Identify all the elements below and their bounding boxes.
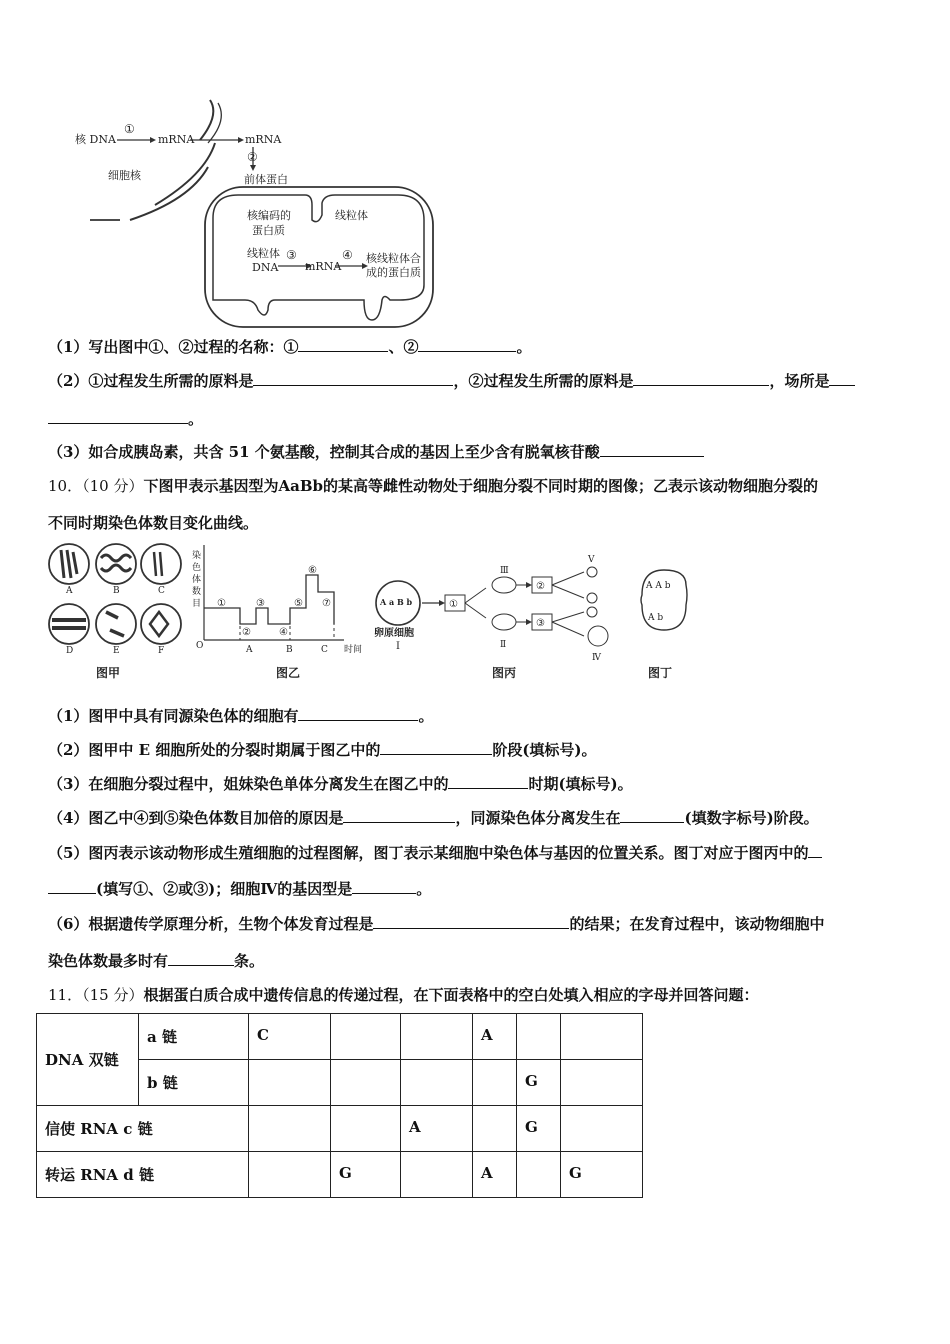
step-box-label: ② [536,581,545,592]
step-box-label: ③ [536,618,545,629]
stage-mark: ④ [279,627,288,638]
q9-part3: （3）如合成胰岛素，共含 51 个氨基酸，控制其合成的基因上至少含有脱氧核苷酸 [48,441,704,462]
table-cell[interactable] [401,1060,473,1106]
table-cell[interactable]: G [561,1152,643,1198]
cell-IV-label: Ⅳ [592,653,601,663]
answer-blank[interactable] [829,370,855,386]
q10-part1: （1）图甲中具有同源染色体的细胞有 。 [48,707,434,725]
answer-blank[interactable] [253,370,453,386]
table-cell[interactable]: A [473,1152,517,1198]
answer-blank[interactable] [48,878,96,894]
answer-blank[interactable] [600,441,704,457]
mrna-row-label: 信使 RNA c 链 [37,1106,249,1152]
mito-label: 线粒体 [335,209,368,222]
yaxis-char: 数 [192,587,202,597]
cell-III-label: Ⅲ [500,566,509,576]
precursor-protein-label: 前体蛋白 [244,173,288,186]
nuclear-protein-label-2: 蛋白质 [252,224,285,237]
cell-F [141,604,181,644]
figure-yi-caption: 图乙 [276,666,301,680]
step4-label: ④ [342,248,353,262]
answer-blank[interactable] [448,773,528,789]
table-cell[interactable]: G [517,1060,561,1106]
q9-part1: （1）写出图中①、②过程的名称：① 、② 。 [48,338,532,356]
answer-blank[interactable] [633,370,769,386]
mrna-label-2: mRNA [245,133,282,146]
cell-E [96,604,136,644]
table-cell[interactable] [331,1106,401,1152]
cell-label: A [66,586,73,596]
table-cell[interactable] [517,1014,561,1060]
gene-expression-diagram [60,95,460,330]
phase-label: A [246,645,253,655]
cell-D [49,604,89,644]
answer-blank[interactable] [298,705,418,721]
mito-protein-label: 核线粒体合 [366,252,421,265]
q10-part6: （6）根据遗传学原理分析，生物个体发育过程是 的结果；在发育过程中，该动物细胞中 [48,915,825,933]
answer-blank[interactable] [298,336,388,352]
q10-stem: 10．（10 分）下图甲表示基因型为AaBb的某高等雌性动物处于细胞分裂不同时期的图像；乙表示该动物细胞分裂的 [48,477,819,495]
cell-label: F [158,646,165,656]
table-cell[interactable] [561,1060,643,1106]
cell-I-label: Ⅰ [396,641,400,652]
trna-row-label: 转运 RNA d 链 [37,1152,249,1198]
answer-blank[interactable] [620,807,684,823]
q10-stem-2: 不同时期染色体数目变化曲线。 [48,514,259,532]
stage-mark: ② [242,627,251,638]
stage-mark: ⑤ [294,598,303,609]
oogonium-label: 卵原细胞 [374,628,414,639]
phase-label: B [286,645,293,655]
yaxis-char: 体 [192,575,202,585]
mrna-label: mRNA [158,133,195,146]
table-cell[interactable] [331,1060,401,1106]
mito-dna-label-2: DNA [252,261,279,274]
table-row [37,1152,643,1198]
cell-A [49,544,89,584]
cell-B [96,544,136,584]
answer-blank[interactable] [373,913,569,929]
phase-label: C [321,645,328,655]
table-cell[interactable]: G [517,1106,561,1152]
ding-genes-bottom: A b [648,613,664,623]
figure-jia-caption: 图甲 [96,666,121,680]
cell-C [141,544,181,584]
q9-part2: （2）①过程发生所需的原料是 ，②过程发生所需的原料是 ，场所是 [48,370,855,391]
cell-label: C [158,586,165,596]
table-cell[interactable] [561,1106,643,1152]
stage-mark: ③ [256,598,265,609]
table-row [37,1014,643,1060]
step3-label: ③ [286,248,297,262]
table-cell[interactable]: A [473,1014,517,1060]
mrna-label-3: mRNA [305,260,342,273]
table-row [37,1106,643,1152]
q10-part3: （3）在细胞分裂过程中，姐妹染色单体分离发生在图乙中的 时期(填标号)。 [48,775,633,793]
step2-label: ② [247,150,258,164]
table-cell[interactable]: G [331,1152,401,1198]
cell-division-figure [44,540,704,685]
mito-dna-label: 线粒体 [247,247,280,260]
step-box-label: ① [449,599,458,610]
table-cell[interactable] [331,1014,401,1060]
step1-label: ① [124,122,135,136]
cell-V-label: Ⅴ [588,555,595,565]
yaxis-char: 染 [192,551,202,561]
nucleus-label: 细胞核 [108,169,141,182]
table-cell[interactable] [249,1152,331,1198]
cell-label: B [113,586,120,596]
table-cell[interactable] [473,1060,517,1106]
answer-blank[interactable] [808,842,822,858]
yaxis-char: 色 [192,563,202,573]
nuclear-dna-label: 核 DNA [75,133,116,146]
table-cell[interactable]: A [401,1106,473,1152]
answer-blank[interactable] [380,739,492,755]
stage-mark: ⑥ [308,565,317,576]
nuclear-protein-label: 核编码的 [247,209,291,222]
table-cell[interactable] [517,1152,561,1198]
stage-mark: ⑦ [322,598,331,609]
answer-blank[interactable] [352,878,416,894]
mito-protein-label-2: 成的蛋白质 [366,266,421,279]
gene-label: A a B b [380,597,413,607]
answer-blank[interactable] [168,950,234,966]
b-chain-label: b 链 [139,1060,249,1106]
table-cell[interactable] [401,1152,473,1198]
table-cell[interactable] [473,1106,517,1152]
origin-label: O [196,641,204,651]
figure-bing-caption: 图丙 [492,666,517,680]
ding-genes-top: A A b [646,581,671,591]
q10-part2: （2）图甲中 E 细胞所处的分裂时期属于图乙中的 阶段(填标号)。 [48,741,597,759]
genetic-code-table [36,1013,643,1198]
q11-stem: 11．（15 分）根据蛋白质合成中遗传信息的传递过程，在下面表格中的空白处填入相应的字母并回答问题： [48,986,759,1004]
cell-label: E [113,646,120,656]
table-cell[interactable]: C [249,1014,331,1060]
q10-part4: （4）图乙中④到⑤染色体数目加倍的原因是 ，同源染色体分离发生在 (填数字标号)阶段。 [48,809,819,827]
q10-part5-cont: (填写①、②或③)；细胞Ⅳ的基因型是 。 [48,878,431,899]
stage-mark: ① [217,598,226,609]
cell-label: D [66,646,74,656]
q10-part6-cont: 染色体数最多时有 条。 [48,952,265,970]
figure-ding-caption: 图丁 [648,666,673,680]
answer-blank[interactable] [48,408,188,424]
cell-II-label: Ⅱ [500,640,507,650]
dna-label: DNA 双链 [37,1014,139,1106]
a-chain-label: a 链 [139,1014,249,1060]
table-cell[interactable] [249,1106,331,1152]
answer-blank[interactable] [418,336,516,352]
yaxis-char: 目 [192,599,202,609]
time-axis-label: 时间 [344,645,363,655]
table-cell[interactable] [401,1014,473,1060]
table-cell[interactable] [249,1060,331,1106]
answer-blank[interactable] [343,807,455,823]
table-cell[interactable] [561,1014,643,1060]
q10-part5: （5）图丙表示该动物形成生殖细胞的过程图解，图丁表示某细胞中染色体与基因的位置关系。图丁对应于图丙中的 [48,842,822,863]
q9-part2-cont: 。 [48,408,203,429]
